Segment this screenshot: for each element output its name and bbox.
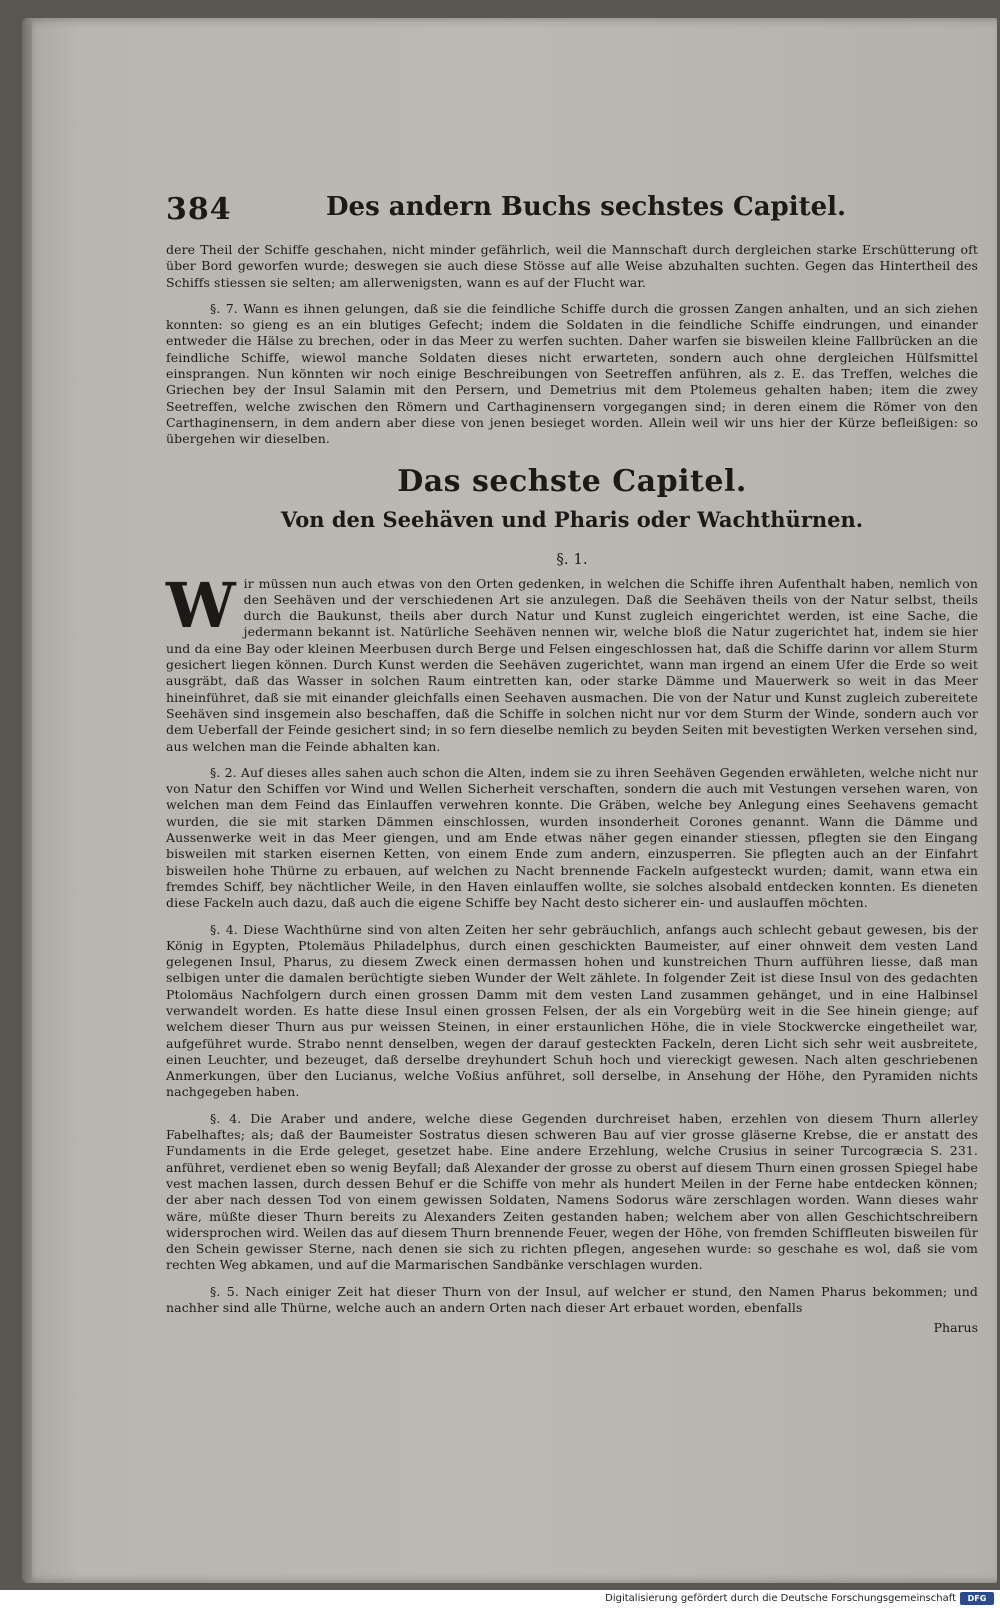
paragraph-section-7: §. 7. Wann es ihnen gelungen, daß sie die feindliche Schiffe durch die grossen Zangen anhalten, und an sich ziehen konnten: so gieng es an ein blutiges Gefecht; indem die Soldaten in die feindliche Schiffe eindrungen, und einander entweder die Hälse zu brechen, oder in das Meer zu werfen suchten. Daher warfen sie bisweilen kleine Fallbrücken an die feindliche Schiffe, wiewol manche Soldaten dieses nicht erwarteten, sondern auch ohne dergleichen Hülfsmittel einsprangen. Nun könnten wir noch einige Beschreibungen von Seetreffen anführen, als z. E. das Treffen, welches die Griechen bey der Insul Salamin mit den Persern, und Demetrius mit dem Ptolemeus gehalten haben; item die zwey Seetreffen, welche zwischen den Römern und Carthaginensern vorgegangen sind; in deren einem die Römer von den Carthaginensern, in dem andern aber diese von jenen besieget worden. Allein weil wir uns hier der Kürze befleißigen: so übergehen wir dieselben. bbox=[166, 300, 978, 447]
drop-cap-initial: W bbox=[166, 568, 236, 642]
running-title: Des andern Buchs sechstes Capitel. bbox=[326, 192, 847, 222]
paragraph-continued: dere Theil der Schiffe geschahen, nicht minder gefährlich, weil die Mannschaft durch dergleichen starke Erschütterung oft über Bord geworfen wurde; deswegen sie auch diese Stösse auf alle Weise abzuhalten suchten. Gegen das Hintertheil des Schiffs stiessen sie selten; am allerwenigsten, wann es auf der Flucht war. bbox=[166, 242, 978, 290]
footer-credit: Digitalisierung gefördert durch die Deutsche Forschungsgemeinschaft bbox=[605, 1593, 956, 1604]
paragraph-section-5: §. 5. Nach einiger Zeit hat dieser Thurn von der Insul, auf welcher er stund, den Namen Pharus bekommen; und nachher sind alle Thürne, welche auch an andern Orten nach dieser Art erbauet worden, ebenfalls bbox=[166, 1283, 978, 1316]
chapter-title: Das sechste Capitel. bbox=[397, 463, 747, 499]
paragraph-section-4: §. 4. Die Araber und andere, welche diese Gegenden durchreiset haben, erzehlen von diesem Thurn allerley Fabelhaftes; als; daß der Baumeister Sostratus diesen schweren Bau auf vier grosse gläserne Krebse, die er anstatt des Fundaments in die Erde geleget, gesetzet habe. Eine andere Erzehlung, welche Crusius in seiner Turcogræcia S. 231. anführet, verdienet eben so wenig Beyfall; daß Alexander der grosse zu oberst auf diesem Thurn einen grossen Spiegel habe vest machen lassen, durch dessen Behuf er die Schiffe von mehr als hundert Meilen in der Ferne habe entdecken können; der aber nach dessen Tod von einem gewissen Soldaten, Namens Sodorus wäre zerschlagen worden. Wann dieses wahr wäre, müßte dieser Thurn bereits zu Alexanders Zeiten gestanden haben; welchem aber von allen Geschichtschreibern widersprochen wird. Weilen das auf diesem Thurn brennende Feuer, wegen der Höhe, von fremden Schiffleuten bisweilen für den Schein gewisser Sterne, nach denen sie sich zu richten pflegen, angesehen wurde: so geschahe es wol, daß sie vom rechten Weg abkamen, und auf die Marmarischen Sandbänke verschlagen wurden. bbox=[166, 1110, 978, 1273]
chapter-subtitle: Von den Seehäven und Pharis oder Wachthürnen. bbox=[280, 506, 864, 532]
paragraph-section-3: §. 4. Diese Wachthürne sind von alten Zeiten her sehr gebräuchlich, anfangs auch schlecht gebaut gewesen, bis der König in Egypten, Ptolemäus Philadelphus, durch einen geschickten Baumeister, auf einer ohnweit dem vesten Land gelegenen Insul, Pharus, zu diesem Zweck einen dermassen hohen und kunstreichen Thurn aufführen liesse, daß man selbigen unter die damalen berüchtigte sieben Wunder der Welt zählete. In folgender Zeit ist diese Insul von des gedachten Ptolomäus Nachfolgern durch einen grossen Damm mit dem vesten Land zusammen gehänget, und in eine Halbinsel verwandelt worden. Es hatte diese Insul einen grossen Felsen, der als ein Vorgebürg weit in die See hinein gienge; auf welchem dieser Thurn aus pur weissen Steinen, in einer erstaunlichen Höhe, die in viele Stockwercke eingetheilet war, aufgeführet wurde. Strabo nennt denselben, wegen der darauf gesteckten Fackeln, deren Licht sich sehr weit ausbreitete, einen Leuchter, und bezeuget, daß derselbe dreyhundert Schuh hoch und viereckigt gewesen. Nach alten geschriebenen Anmerkungen, über den Lucianus, welche Voßius anführet, soll derselbe, in Ansehung der Höhe, den Pyramiden nichts nachgegeben haben. bbox=[166, 921, 978, 1100]
page-gutter bbox=[22, 18, 32, 1583]
catchword: Pharus bbox=[933, 1320, 978, 1336]
paragraph-section-2: §. 2. Auf dieses alles sahen auch schon die Alten, indem sie zu ihren Seehäven Gegenden erwähleten, welche nicht nur von Natur den Schiffen vor Wind und Wellen Sicherheit verschaften, sondern die auch mit Vestungen versehen waren, von welchen man dem Feind das Einlauffen verwehren konnte. Die Gräben, welche bey Anlegung eines Seehavens gemacht wurden, die sie mit starken Dämmen einschlossen, wurden insonderheit Corones genannt. Wann die Dämme und Aussenwerke weit in das Meer giengen, und am Ende etwas näher gegen einander stiessen, pflegten sie den Eingang bisweilen mit starken eisernen Ketten, von einem Ende zum andern, einzusperren. Sie pflegten auch an der Einfahrt bisweilen hohe Thürne zu erbauen, auf welchen zu Nacht brennende Fackeln aufgesteckt wurden; damit, wann etwa ein fremdes Schiff, bey nächtlicher Weile, in den Haven einlauffen wollte, sie solches alsobald entdecken konnten. Es dieneten diese Fackeln auch dazu, daß auch die eigene Schiffe bey Nacht desto sicherer ein- und auslauffen möchten. bbox=[166, 764, 978, 911]
page-number: 384 bbox=[166, 192, 232, 227]
digitization-footer bbox=[0, 1590, 1000, 1608]
dfg-logo: DFG bbox=[960, 1592, 994, 1605]
running-head bbox=[166, 190, 978, 242]
paragraph-section-1: ir müssen nun auch etwas von den Orten gedenken, in welchen die Schiffe ihren Aufenthalt haben, nemlich von den Seehäven und der verschiedenen Art sie anzulegen. Daß die Seehäven theils von der Natur selbst, theils durch die Baukunst, theils aber durch Natur und Kunst zugleich eingerichtet werden, ist eine Sache, die jedermann bekannt ist. Natürliche Seehäven nennen wir, welche bloß die Natur zugerichtet hat, indem sie hier und da eine Bay oder kleinen Meerbusen durch Berge und Felsen eingeschlossen hat, daß die Schiffe darinn vor allem Sturm gesichert liegen können. Durch Kunst werden die Seehäven zugerichtet, wann man irgend an einem Ufer die Erde so weit ausgräbt, daß das Wasser in solchen Raum eintretten kan, oder starke Dämme und Mauerwerk so weit in das Meer hineinführet, daß sie mit einander gleichfalls einen Seehaven ausmachen. Die von der Natur und Kunst zugleich zubereitete Seehäven sind insgemein also beschaffen, daß die Schiffe in solchen nicht nur vor dem Sturm der Winde, sondern auch vor dem Ueberfall der Feinde gesichert sind; in so fern dieselbe nemlich zu beyden Seiten mit bevestigten Werken versehen sind, aus welchen man die Feinde abhalten kan. bbox=[166, 575, 978, 754]
book-page bbox=[22, 18, 997, 1583]
page-content bbox=[166, 190, 978, 1335]
section-mark: §. 1. bbox=[556, 549, 588, 568]
paragraph-section-1-block bbox=[166, 568, 978, 755]
